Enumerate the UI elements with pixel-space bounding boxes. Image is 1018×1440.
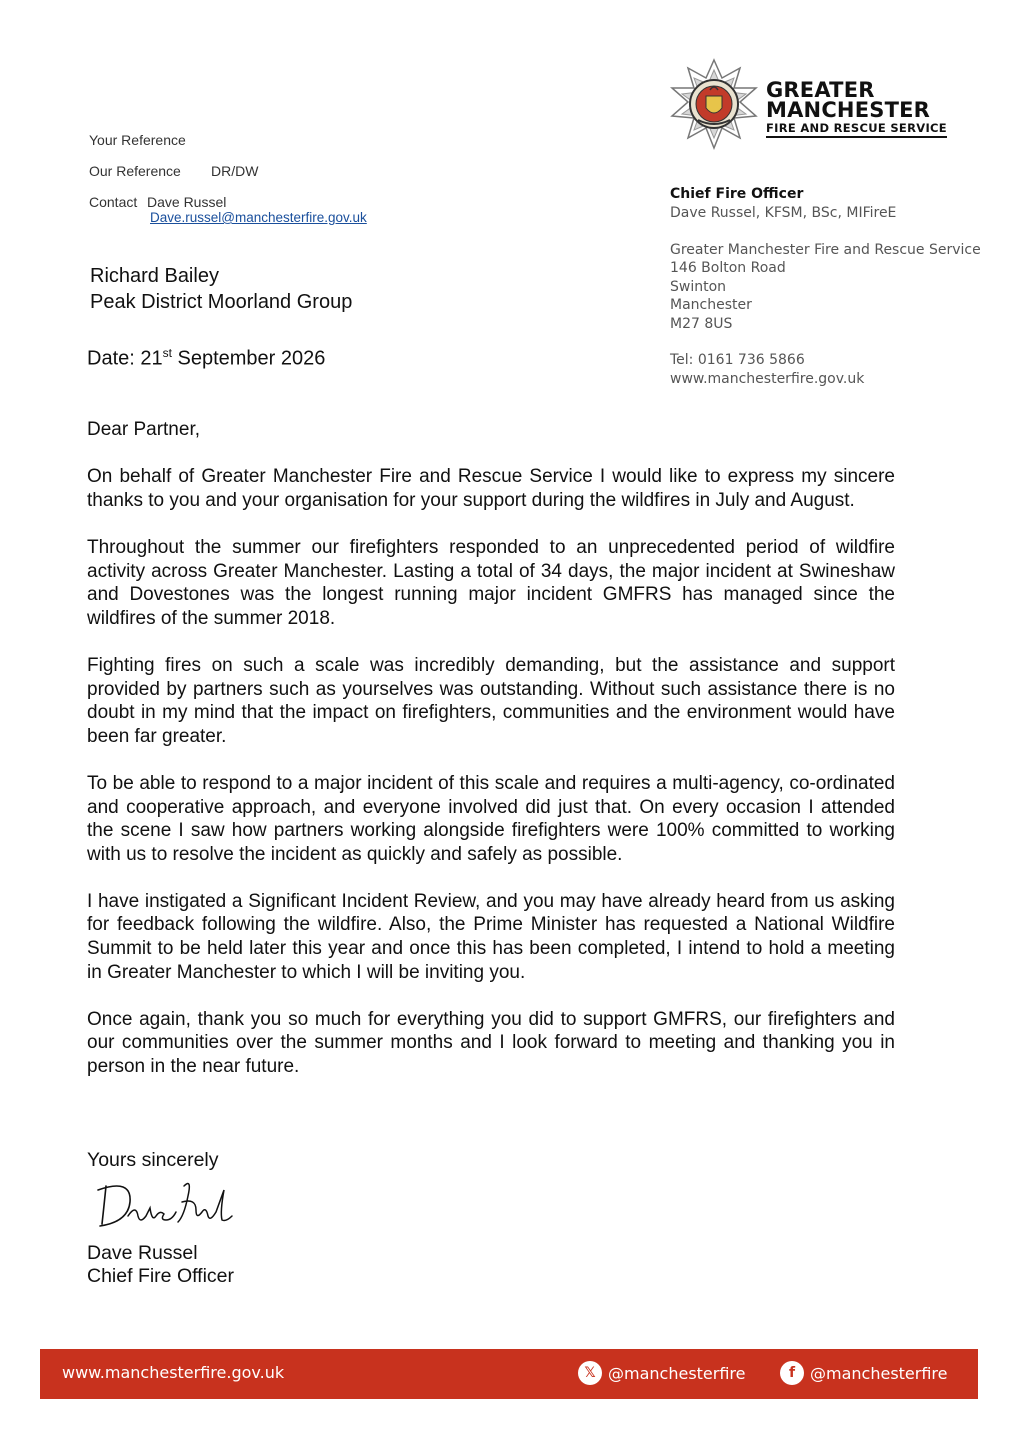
our-reference xyxy=(89,163,258,179)
logo-text-line1: GREATER xyxy=(766,78,875,102)
footer-facebook-link[interactable] xyxy=(780,1361,948,1385)
body-paragraph: On behalf of Greater Manchester Fire and Rescue Service I would like to express my sincere thanks to you and your organisation for your support during the wildfires in July and August. xyxy=(87,466,895,511)
salutation: Dear Partner, xyxy=(87,419,200,440)
date-rest: September 2026 xyxy=(171,347,326,370)
logo-text-line3: FIRE AND RESCUE SERVICE xyxy=(766,121,947,138)
body-paragraph: I have instigated a Significant Incident Review, and you may have already heard from us asking for feedback following the wildfire. Also, the Prime Minister has requested a National Wildfire Summit to be held later this year and once this has been completed, I intend to hold a meeting in Greater Manchester to which I will be inviting you. xyxy=(87,890,895,983)
sender-address-line: 146 Bolton Road xyxy=(670,260,786,276)
sender-title: Chief Fire Officer xyxy=(670,186,804,202)
sender-name: Dave Russel, KFSM, BSc, MIFireE xyxy=(670,205,897,221)
your-reference-label: Your Reference xyxy=(89,132,186,148)
our-reference-label: Our Reference xyxy=(89,163,181,179)
handwritten-signature xyxy=(92,1176,242,1236)
letter-date xyxy=(87,346,325,371)
sender-website[interactable]: www.manchesterfire.gov.uk xyxy=(670,371,865,387)
gmfrs-crest-icon xyxy=(668,58,760,150)
facebook-icon: f xyxy=(780,1361,804,1385)
closing: Yours sincerely xyxy=(87,1149,219,1171)
recipient-name: Richard Bailey xyxy=(90,265,219,287)
signatory-name: Dave Russel xyxy=(87,1242,198,1264)
footer-bar xyxy=(40,1349,978,1399)
recipient-organisation: Peak District Moorland Group xyxy=(90,291,353,313)
contact-label: Contact xyxy=(89,194,138,210)
body-paragraph: Once again, thank you so much for everything you did to support GMFRS, our firefighters and our communities over the summer months and I look forward to meeting and thanking you in person in the near future. xyxy=(87,1008,895,1078)
sender-address-line: Swinton xyxy=(670,279,727,295)
contact-email-link[interactable]: Dave.russel@manchesterfire.gov.uk xyxy=(150,210,367,225)
contact xyxy=(89,194,226,210)
our-reference-value: DR/DW xyxy=(211,163,259,179)
sender-address-line: M27 8US xyxy=(670,316,733,332)
date-prefix: Date: 21 xyxy=(87,347,163,370)
letter-body xyxy=(87,418,895,1102)
footer-facebook-handle: @manchesterfire xyxy=(810,1363,948,1383)
logo-text-line2: MANCHESTER xyxy=(766,98,931,122)
body-paragraph: To be able to respond to a major incident of this scale and requires a multi-agency, co-ordinated and cooperative approach, and everyone involved did just that. On every occasion I attended the scene I saw how partners working alongside firefighters were 100% committed to working with us to resolve the incident as quickly and safely as possible. xyxy=(87,772,895,865)
sender-telephone: Tel: 0161 736 5866 xyxy=(670,352,805,368)
x-icon: 𝕏 xyxy=(578,1361,602,1385)
date-ordinal: st xyxy=(162,346,172,360)
gmfrs-logo xyxy=(668,58,958,153)
body-paragraph: Throughout the summer our firefighters responded to an unprecedented period of wildfire activity across Greater Manchester. Lasting a total of 34 days, the major incident at Swineshaw and Dovestones was the longest running major incident GMFRS has managed since the wildfires of the summer 2018. xyxy=(87,536,895,629)
your-reference xyxy=(89,132,186,148)
body-paragraph: Fighting fires on such a scale was incredibly demanding, but the assistance and support provided by partners such as yourselves was outstanding. Without such assistance there is no doubt in my mind that the impact on firefighters, communities and the environment would have been far greater. xyxy=(87,654,895,747)
footer-x-link[interactable] xyxy=(578,1361,746,1385)
sender-address-line: Manchester xyxy=(670,297,752,313)
footer-website[interactable]: www.manchesterfire.gov.uk xyxy=(62,1363,285,1382)
footer-x-handle: @manchesterfire xyxy=(608,1363,746,1383)
signatory-title: Chief Fire Officer xyxy=(87,1265,235,1287)
contact-name: Dave Russel xyxy=(147,194,227,210)
sender-address-line: Greater Manchester Fire and Rescue Service xyxy=(670,242,981,258)
